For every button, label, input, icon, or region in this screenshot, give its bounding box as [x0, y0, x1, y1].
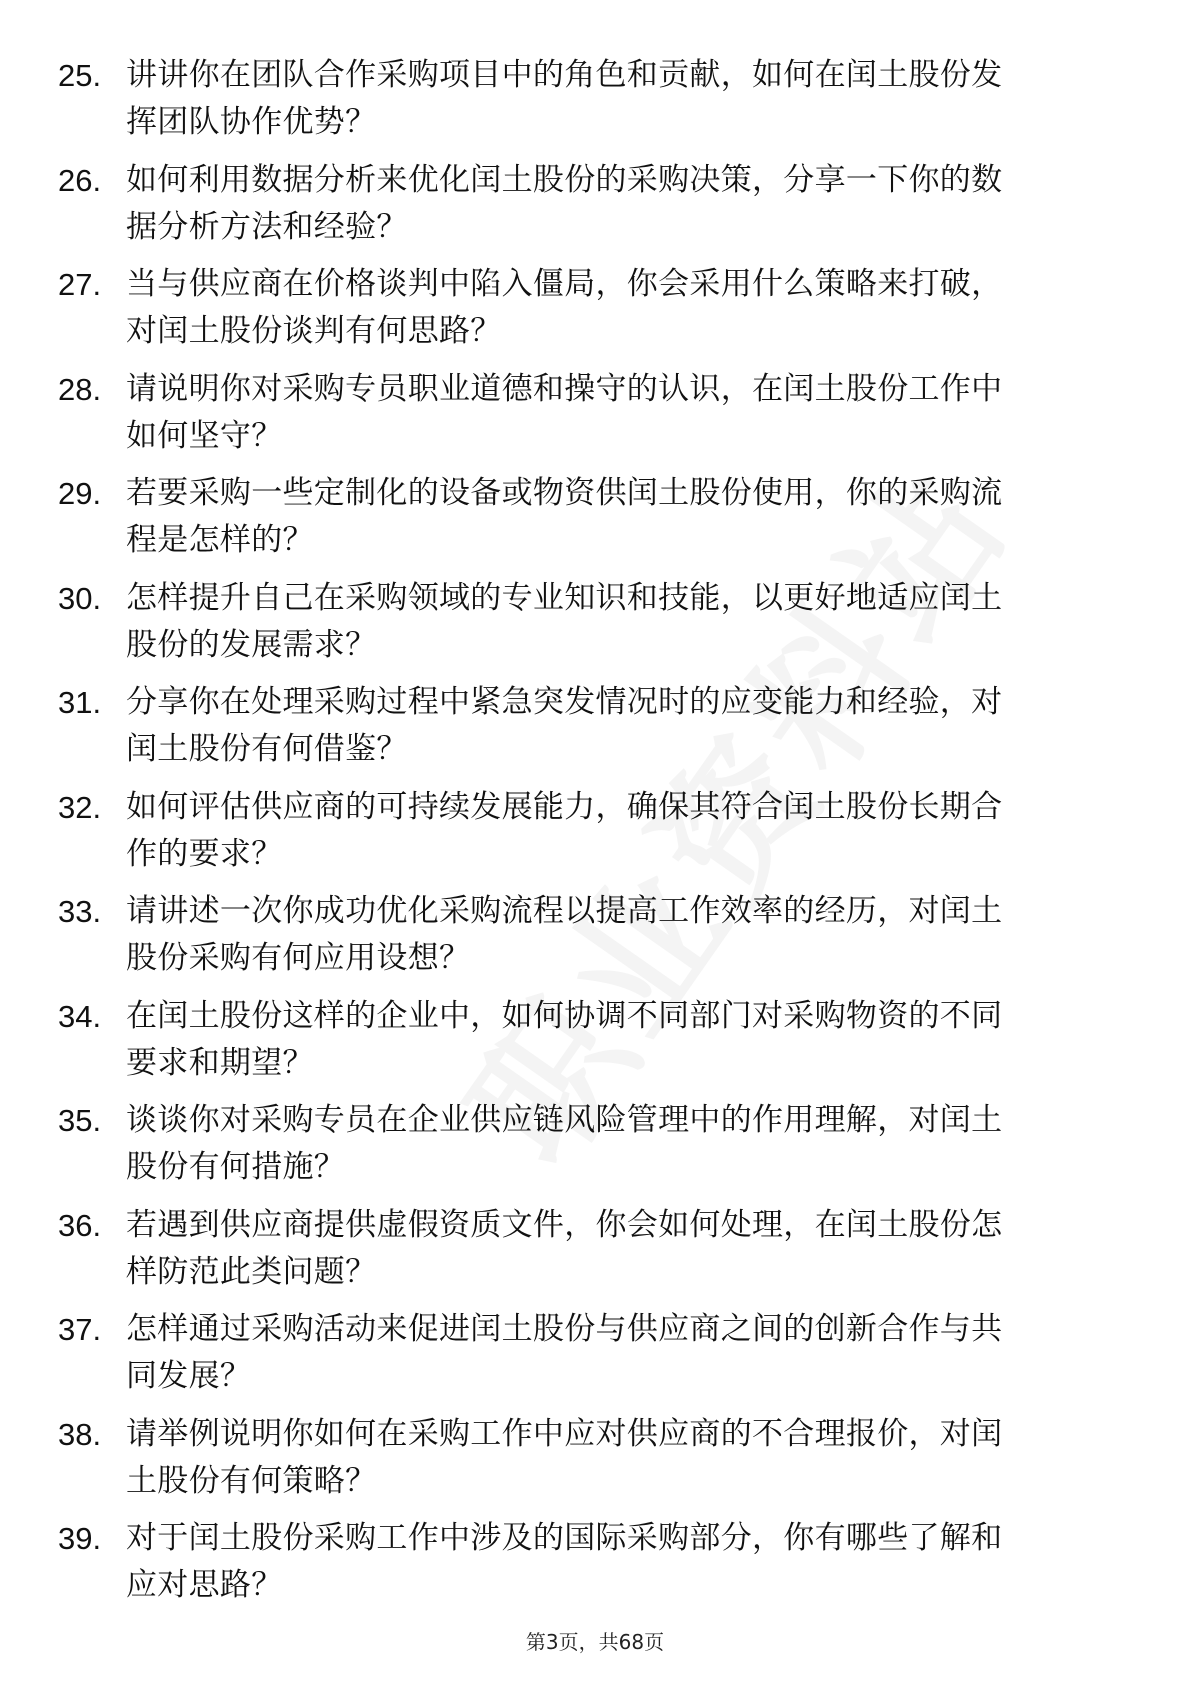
question-line: 程是怎样的？ — [126, 522, 314, 558]
question-text — [126, 366, 1166, 460]
question-line: 若要采购一些定制化的设备或物资供闰土股份使用，你的采购流 — [126, 475, 1003, 511]
question-line: 如何坚守？ — [126, 417, 283, 454]
question-text — [126, 261, 1166, 355]
question-line: 闰土股份有何借鉴？ — [126, 731, 408, 767]
question-text — [126, 679, 1166, 773]
question-text — [126, 1202, 1166, 1296]
question-line: 若遇到供应商提供虚假资质文件，你会如何处理，在闰土股份怎 — [126, 1206, 1003, 1243]
question-text — [126, 52, 1166, 146]
question-line: 挥团队协作优势？ — [126, 104, 377, 140]
question-number: 34. — [58, 998, 102, 1034]
question-line: 如何评估供应商的可持续发展能力，确保其符合闰土股份长期合 — [126, 788, 1003, 825]
question-number: 28. — [58, 371, 102, 407]
question-line: 讲讲你在团队合作采购项目中的角色和贡献，如何在闰土股份发 — [126, 57, 1003, 93]
question-number: 30. — [58, 580, 102, 616]
question-item — [58, 1411, 1118, 1516]
question-text — [126, 1097, 1166, 1191]
question-item — [58, 888, 1118, 993]
question-line: 股份有何措施？ — [126, 1149, 346, 1185]
question-text — [126, 470, 1166, 564]
question-line: 土股份有何策略？ — [126, 1462, 377, 1499]
question-line: 怎样通过采购活动来促进闰土股份与供应商之间的创新合作与共 — [126, 1311, 1003, 1347]
question-number: 26. — [58, 162, 102, 198]
question-line: 请讲述一次你成功优化采购流程以提高工作效率的经历，对闰土 — [126, 893, 1003, 929]
question-item — [58, 157, 1118, 262]
question-number: 27. — [58, 267, 102, 302]
question-number: 35. — [58, 1103, 102, 1138]
question-text — [126, 157, 1166, 251]
question-item — [58, 261, 1118, 366]
question-line: 如何利用数据分析来优化闰土股份的采购决策，分享一下你的数 — [126, 161, 1003, 198]
question-text — [126, 1515, 1166, 1609]
question-text — [126, 1306, 1166, 1400]
question-number: 31. — [58, 685, 102, 720]
question-item — [58, 1515, 1118, 1620]
question-line: 对闰土股份谈判有何思路？ — [126, 313, 502, 349]
question-line: 作的要求？ — [126, 835, 283, 872]
question-text — [126, 575, 1166, 669]
question-line: 据分析方法和经验？ — [126, 208, 408, 245]
question-item — [58, 366, 1118, 471]
question-line: 股份的发展需求？ — [126, 626, 377, 663]
question-number: 32. — [58, 789, 102, 825]
question-number: 25. — [58, 58, 102, 93]
question-list — [58, 52, 1118, 1620]
question-line: 股份采购有何应用设想？ — [126, 940, 471, 976]
question-line: 分享你在处理采购过程中紧急突发情况时的应变能力和经验，对 — [126, 684, 1003, 720]
question-item — [58, 784, 1118, 889]
question-item — [58, 575, 1118, 680]
question-line: 对于闰土股份采购工作中涉及的国际采购部分，你有哪些了解和 — [126, 1520, 1003, 1556]
question-number: 39. — [58, 1521, 102, 1556]
question-text — [126, 1411, 1166, 1505]
page-indicator: 第3页，共68页 — [525, 1630, 665, 1654]
question-number: 38. — [58, 1416, 102, 1452]
question-line: 要求和期望？ — [126, 1044, 314, 1081]
question-line: 谈谈你对采购专员在企业供应链风险管理中的作用理解，对闰土 — [126, 1102, 1003, 1138]
question-line: 请举例说明你如何在采购工作中应对供应商的不合理报价，对闰 — [126, 1415, 1003, 1452]
question-number: 29. — [58, 476, 102, 511]
question-item — [58, 1306, 1118, 1411]
question-line: 当与供应商在价格谈判中陷入僵局，你会采用什么策略来打破， — [126, 266, 1003, 302]
question-line: 应对思路？ — [126, 1567, 283, 1603]
question-text — [126, 993, 1166, 1087]
question-text — [126, 888, 1166, 982]
question-item — [58, 470, 1118, 575]
question-item — [58, 679, 1118, 784]
question-number: 33. — [58, 894, 102, 929]
question-number: 37. — [58, 1312, 102, 1347]
question-number: 36. — [58, 1207, 102, 1243]
question-text — [126, 784, 1166, 878]
question-item — [58, 993, 1118, 1098]
question-line: 怎样提升自己在采购领域的专业知识和技能，以更好地适应闰土 — [126, 579, 1003, 616]
question-item — [58, 1097, 1118, 1202]
question-item — [58, 1202, 1118, 1307]
question-item — [58, 52, 1118, 157]
question-line: 样防范此类问题？ — [126, 1253, 377, 1290]
question-line: 在闰土股份这样的企业中，如何协调不同部门对采购物资的不同 — [126, 997, 1003, 1034]
question-line: 请说明你对采购专员职业道德和操守的认识，在闰土股份工作中 — [126, 370, 1003, 407]
question-line: 同发展？ — [126, 1358, 252, 1394]
